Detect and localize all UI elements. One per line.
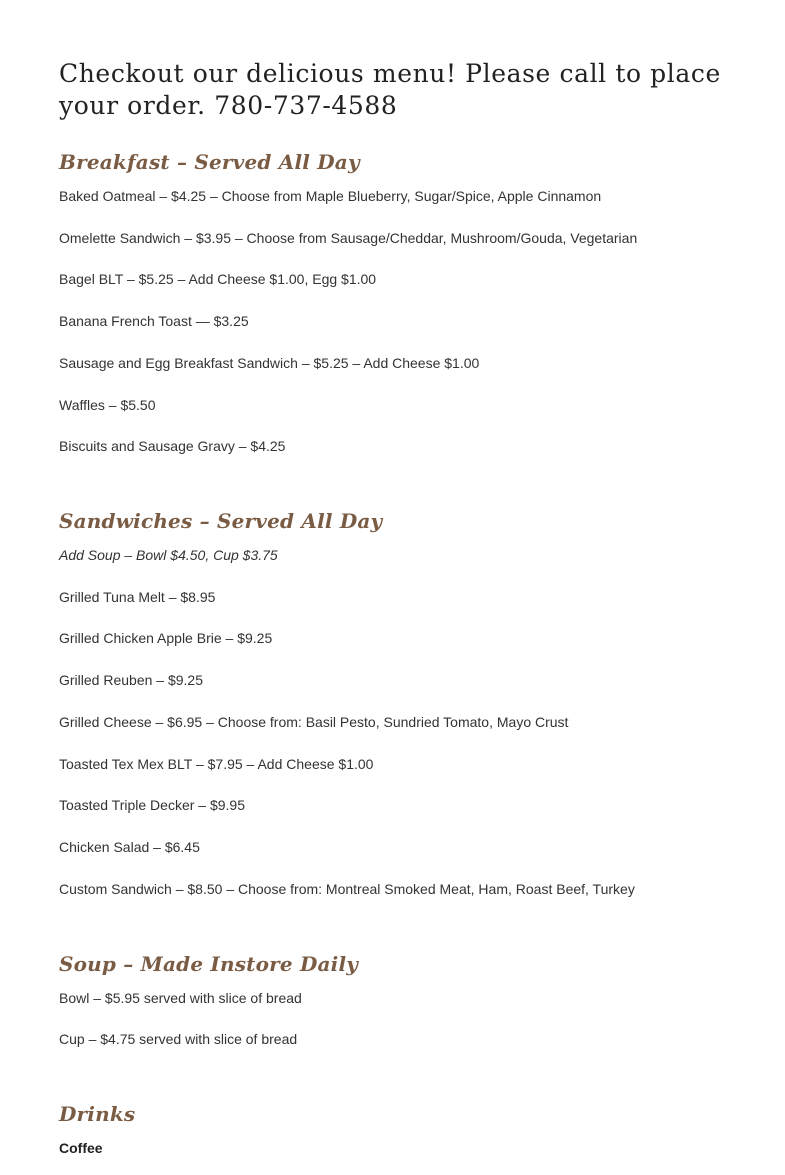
menu-item-chicken-apple-brie: Grilled Chicken Apple Brie – $9.25 (59, 630, 273, 646)
menu-item-waffles: Waffles – $5.50 (59, 397, 156, 413)
menu-item-custom-sandwich: Custom Sandwich – $8.50 – Choose from: Montreal Smoked Meat, Ham, Roast Beef, Turkey (59, 881, 635, 897)
menu-item-bagel-blt: Bagel BLT – $5.25 – Add Cheese $1.00, Egg $1.00 (59, 271, 377, 287)
menu-item-soup-bowl: Bowl – $5.95 served with slice of bread (59, 990, 302, 1006)
menu-item-triple-decker: Toasted Triple Decker – $9.95 (59, 797, 245, 813)
menu-item-banana-french-toast: Banana French Toast — $3.25 (59, 313, 249, 329)
page-headline: Checkout our delicious menu! Please call to place your order. 780-737-4588 (59, 59, 721, 120)
section-title-sandwiches: Sandwiches – Served All Day (59, 509, 383, 533)
menu-item-tuna-melt: Grilled Tuna Melt – $8.95 (59, 589, 216, 605)
menu-item-sausage-egg-sandwich: Sausage and Egg Breakfast Sandwich – $5.25 – Add Cheese $1.00 (59, 355, 480, 371)
menu-item-chicken-salad: Chicken Salad – $6.45 (59, 839, 200, 855)
menu-item-omelette-sandwich: Omelette Sandwich – $3.95 – Choose from Sausage/Cheddar, Mushroom/Gouda, Vegetarian (59, 230, 638, 246)
menu-item-grilled-cheese: Grilled Cheese – $6.95 – Choose from: Basil Pesto, Sundried Tomato, Mayo Crust (59, 714, 569, 730)
drinks-subheading-coffee: Coffee (59, 1140, 103, 1156)
menu-item-tex-mex-blt: Toasted Tex Mex BLT – $7.95 – Add Cheese $1.00 (59, 756, 374, 772)
menu-item-soup-cup: Cup – $4.75 served with slice of bread (59, 1031, 298, 1047)
section-title-drinks: Drinks (59, 1102, 136, 1126)
sandwich-soup-note: Add Soup – Bowl $4.50, Cup $3.75 (59, 547, 278, 563)
section-title-breakfast: Breakfast – Served All Day (59, 150, 360, 174)
menu-item-baked-oatmeal: Baked Oatmeal – $4.25 – Choose from Maple Blueberry, Sugar/Spice, Apple Cinnamon (59, 188, 602, 204)
menu-item-biscuits-gravy: Biscuits and Sausage Gravy – $4.25 (59, 438, 286, 454)
menu-item-reuben: Grilled Reuben – $9.25 (59, 672, 203, 688)
section-title-soup: Soup – Made Instore Daily (59, 952, 359, 976)
